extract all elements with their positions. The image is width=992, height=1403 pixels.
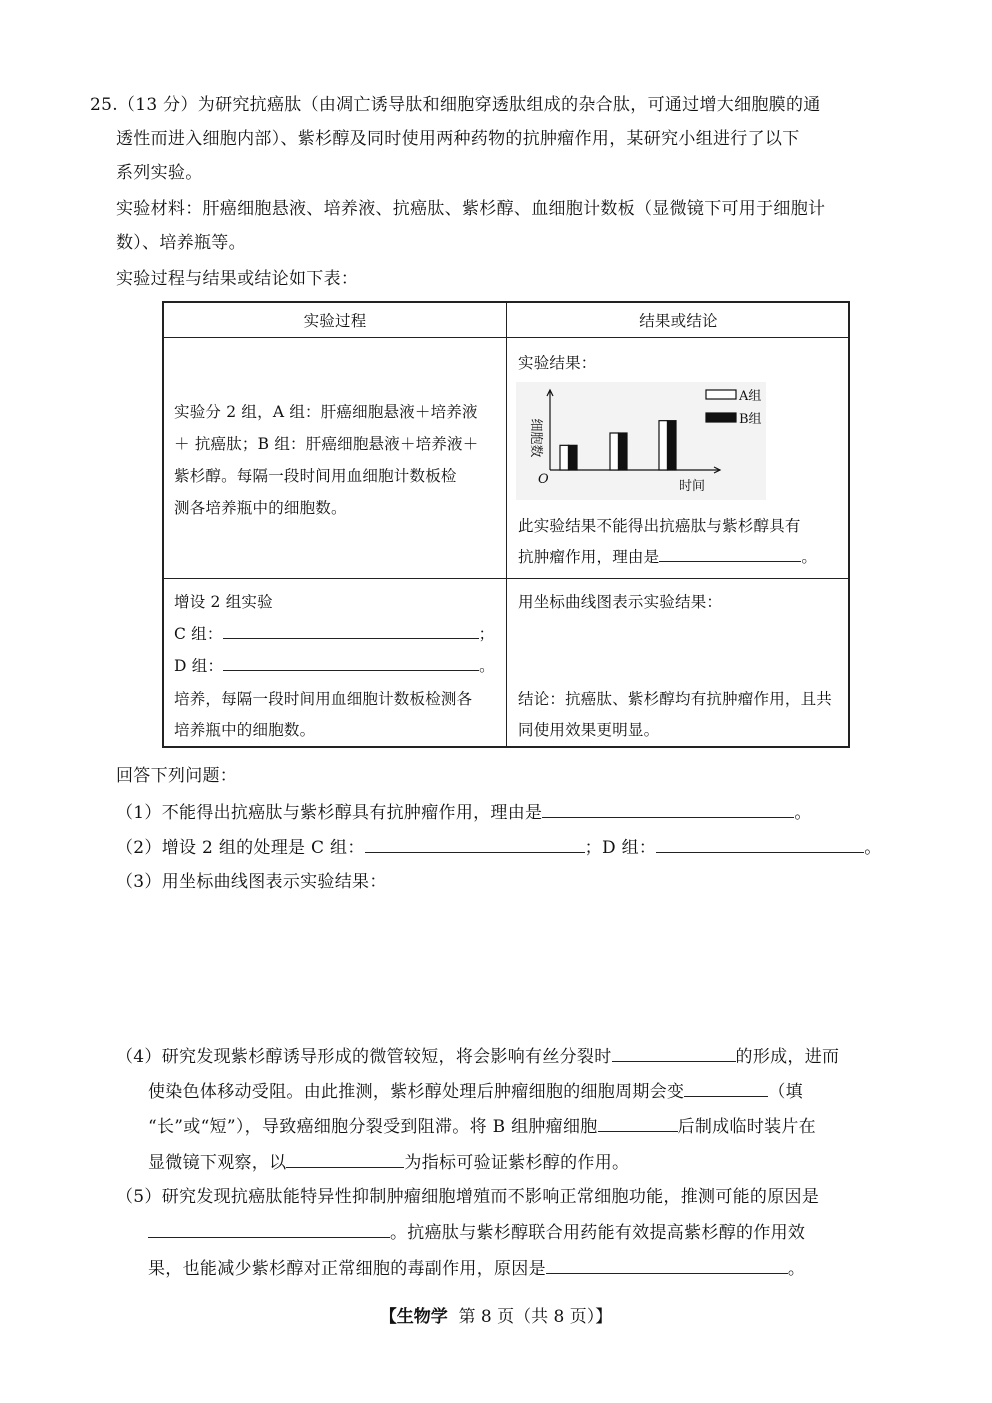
answer-q5-line-3: 果，也能减少紫杉醇对正常细胞的毒副作用，原因是 。: [148, 1259, 806, 1279]
row2-right-text-2: 同使用效果更明显。: [518, 721, 660, 739]
table-header-left: 实验过程: [303, 312, 367, 330]
row1-right-text-1: 此实验结果不能得出抗癌肽与紫杉醇具有: [518, 517, 801, 535]
materials-line-1: 实验材料：肝癌细胞悬液、培养液、抗癌肽、紫杉醇、血细胞计数板（显微镜下可用于细胞计: [116, 199, 826, 219]
answer-q5-line-2: 。抗癌肽与紫杉醇联合用药能有效提高紫杉醇的作用效: [148, 1221, 805, 1244]
row1-left-line-2: ＋ 抗癌肽；B 组：肝癌细胞悬液＋培养液＋: [174, 435, 479, 453]
answers-intro: 回答下列问题：: [116, 766, 238, 786]
chart-legend-swatch-b: [706, 413, 736, 422]
row1-left-line-4: 测各培养瓶中的细胞数。: [174, 499, 347, 517]
answer-blank-group-d[interactable]: [223, 654, 479, 671]
footer-page-number: 第 8 页（共 8 页）】: [458, 1307, 613, 1327]
row1-right-title: 实验结果：: [518, 354, 597, 372]
chart-y-axis-label: 细胞数: [528, 418, 543, 458]
chart-bar-b-3: [668, 421, 677, 470]
answer-q5-line-1: （5）研究发现抗癌肽能特异性抑制肿瘤细胞增殖而不影响正常细胞功能，推测可能的原因是: [116, 1187, 820, 1207]
chart-origin-label: O: [538, 472, 549, 487]
row2-right-text-1: 结论：抗癌肽、紫杉醇均有抗肿瘤作用，且共: [518, 690, 833, 708]
answer-blank-q4-cycle[interactable]: [684, 1080, 768, 1097]
page-footer: [0, 1302, 992, 1327]
answer-blank-q2-d[interactable]: [656, 836, 864, 853]
answer-q1: （1）不能得出抗癌肽与紫杉醇具有抗肿瘤作用，理由是 。: [116, 803, 812, 823]
answer-blank-q5-reason[interactable]: [148, 1221, 390, 1238]
row2-left-title: 增设 2 组实验: [174, 593, 273, 611]
answer-blank-q4-index[interactable]: [286, 1151, 404, 1168]
answer-blank-q2-c[interactable]: [365, 836, 585, 853]
chart-bar-a-1: [560, 445, 569, 470]
row1-right-text-2: 抗肿瘤作用，理由是 。: [518, 541, 817, 573]
answer-blank-reason[interactable]: [659, 545, 801, 562]
materials-line-2: 数）、培养瓶等。: [116, 233, 246, 253]
chart-bars: [560, 421, 676, 470]
result-bar-chart-svg: [516, 382, 766, 500]
answer-q4-line-2: 使染色体移动受阻。由此推测，紫杉醇处理后肿瘤细胞的细胞周期会变 （填: [148, 1082, 803, 1102]
answer-q3: （3）用坐标曲线图表示实验结果：: [116, 872, 387, 892]
answer-q2: （2）增设 2 组的处理是 C 组： ；D 组： 。: [116, 838, 882, 858]
answer-q4-line-4: 显微镜下观察，以 为指标可验证紫杉醇的作用。: [148, 1153, 630, 1173]
answer-blank-q4-treatment[interactable]: [598, 1115, 678, 1132]
chart-bar-a-2: [610, 433, 619, 470]
table-divider-header: [164, 337, 848, 338]
table-header-right: 结果或结论: [639, 312, 718, 330]
row1-left-line-1: 实验分 2 组，A 组：肝癌细胞悬液＋培养液: [174, 403, 478, 421]
chart-bar-a-3: [659, 421, 668, 470]
question-line-2: 透性而进入细胞内部）、紫杉醇及同时使用两种药物的抗肿瘤作用，某研究小组进行了以下: [116, 129, 800, 149]
chart-legend-swatch-a: [706, 390, 736, 399]
chart-legend-label-b: B组: [739, 412, 762, 427]
footer-subject: 【生物学: [379, 1307, 448, 1327]
row2-right-title: 用坐标曲线图表示实验结果：: [518, 593, 723, 611]
row2-left-c: C 组： ；: [174, 618, 494, 650]
answer-q4-line-3: “长”或“短”），导致癌细胞分裂受到阻滞。将 B 组肿瘤细胞 后制成临时装片在: [148, 1117, 816, 1137]
answer-blank-group-c[interactable]: [223, 622, 479, 639]
answer-blank-q4-structure[interactable]: [612, 1045, 736, 1062]
row2-left-d: D 组： 。: [174, 650, 495, 682]
table-divider-row: [164, 578, 848, 579]
question-line-1: 25.（13 分）为研究抗癌肽（由凋亡诱导肽和细胞穿透肽组成的杂合肽，可通过增大细胞膜的通: [90, 95, 821, 115]
answer-blank-q1[interactable]: [542, 801, 794, 818]
chart-bar-b-1: [569, 445, 578, 470]
chart-x-axis-label: 时间: [678, 479, 706, 494]
table-divider-vertical: [506, 303, 507, 746]
chart-legend: [706, 389, 762, 427]
chart-legend-label-a: A组: [739, 389, 762, 404]
question-line-3: 系列实验。: [116, 163, 203, 183]
answer-q4-line-1: （4）研究发现紫杉醇诱导形成的微管较短，将会影响有丝分裂时 的形成，进而: [116, 1047, 840, 1067]
row2-left-text-2: 培养瓶中的细胞数。: [174, 721, 316, 739]
row2-left-text-1: 培养，每隔一段时间用血细胞计数板检测各: [174, 690, 473, 708]
row1-left-line-3: 紫杉醇。每隔一段时间用血细胞计数板检: [174, 467, 457, 485]
result-bar-chart: [516, 382, 766, 500]
chart-bar-b-2: [619, 433, 628, 470]
answer-blank-q5-cause[interactable]: [546, 1257, 788, 1274]
table-intro: 实验过程与结果或结论如下表：: [116, 269, 359, 289]
experiment-table: [162, 301, 850, 748]
